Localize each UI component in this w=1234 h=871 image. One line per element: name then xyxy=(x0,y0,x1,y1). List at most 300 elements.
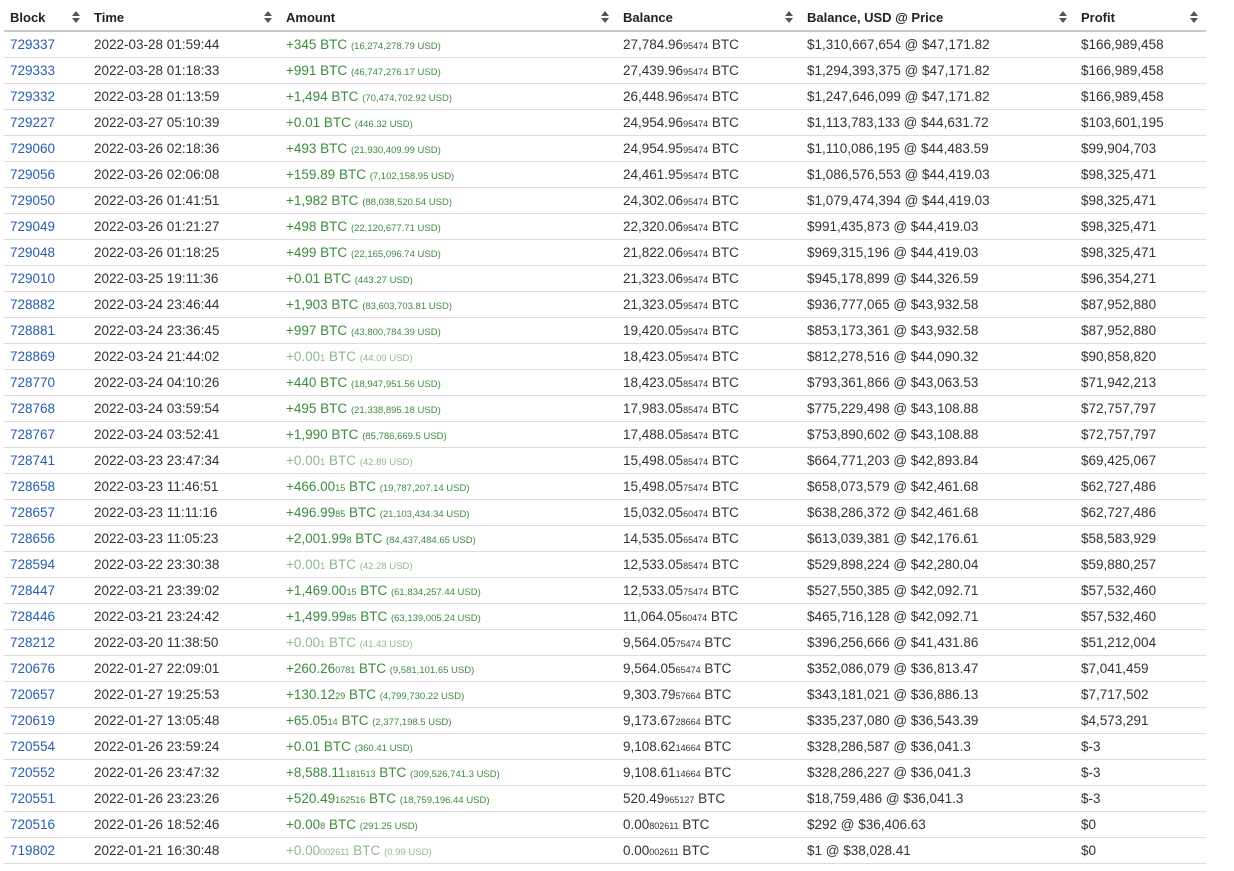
profit-cell: $99,904,703 xyxy=(1075,136,1206,162)
balance-unit: BTC xyxy=(678,843,710,858)
time-cell: 2022-01-27 22:09:01 xyxy=(88,656,280,682)
block-link[interactable]: 720554 xyxy=(10,739,56,754)
amount-cell xyxy=(280,760,617,786)
amount-small-digits: 8 xyxy=(346,535,352,545)
sort-icon[interactable] xyxy=(785,11,793,23)
table-row xyxy=(4,786,1206,812)
block-cell xyxy=(4,526,88,552)
block-link[interactable]: 728656 xyxy=(10,531,56,546)
balance-unit: BTC xyxy=(707,609,738,624)
block-link[interactable]: 728594 xyxy=(10,557,56,572)
amount-usd: (41.43 USD) xyxy=(359,639,413,650)
amount-usd: (63,139,005.24 USD) xyxy=(390,613,481,624)
column-header-block[interactable] xyxy=(4,4,88,31)
balance-usd-cell: $1,079,474,394 @ $44,419.03 xyxy=(801,188,1075,214)
balance-unit: BTC xyxy=(694,791,726,806)
balance-cell xyxy=(617,162,801,188)
balance-cell xyxy=(617,344,801,370)
block-link[interactable]: 728446 xyxy=(10,609,56,624)
table-row xyxy=(4,474,1206,500)
amount-usd: (19,787,207.14 USD) xyxy=(379,483,470,494)
balance-main: 17,488.05 xyxy=(623,427,684,442)
table-row xyxy=(4,162,1206,188)
block-link[interactable]: 729333 xyxy=(10,63,56,78)
balance-small-digits: 65474 xyxy=(683,535,709,545)
balance-small-digits: 802611 xyxy=(649,821,679,831)
balance-unit: BTC xyxy=(700,661,732,676)
amount-cell xyxy=(280,656,617,682)
balance-cell xyxy=(617,31,801,58)
time-cell: 2022-03-24 23:36:45 xyxy=(88,318,280,344)
block-link[interactable]: 720551 xyxy=(10,791,56,806)
amount-usd: (44.09 USD) xyxy=(359,353,413,364)
block-cell xyxy=(4,448,88,474)
table-body xyxy=(4,31,1206,864)
block-link[interactable]: 729010 xyxy=(10,271,56,286)
amount-unit: BTC xyxy=(356,583,388,598)
balance-unit: BTC xyxy=(708,453,739,468)
balance-usd-cell: $853,173,361 @ $43,932.58 xyxy=(801,318,1075,344)
balance-small-digits: 85474 xyxy=(683,457,709,467)
balance-unit: BTC xyxy=(708,479,739,494)
amount-unit: BTC xyxy=(325,453,356,468)
amount-cell xyxy=(280,682,617,708)
block-link[interactable]: 720552 xyxy=(10,765,56,780)
amount-main: +499 xyxy=(286,245,317,260)
balance-cell xyxy=(617,318,801,344)
balance-small-digits: 95474 xyxy=(683,93,709,103)
block-link[interactable]: 720676 xyxy=(10,661,56,676)
balance-cell xyxy=(617,136,801,162)
balance-unit: BTC xyxy=(708,167,739,182)
amount-unit: BTC xyxy=(365,791,396,806)
amount-cell xyxy=(280,604,617,630)
balance-cell xyxy=(617,812,801,838)
balance-usd-cell: $936,777,065 @ $43,932.58 xyxy=(801,292,1075,318)
amount-main: +493 xyxy=(286,141,317,156)
balance-cell xyxy=(617,708,801,734)
balance-main: 9,173.67 xyxy=(623,713,676,728)
time-cell: 2022-03-22 23:30:38 xyxy=(88,552,280,578)
amount-unit: BTC xyxy=(316,37,348,52)
amount-cell xyxy=(280,734,617,760)
time-cell: 2022-03-26 02:18:36 xyxy=(88,136,280,162)
column-header-profit[interactable] xyxy=(1075,4,1206,31)
block-cell xyxy=(4,708,88,734)
balance-small-digits: 95474 xyxy=(683,119,709,129)
balance-main: 24,954.96 xyxy=(623,115,684,130)
amount-value xyxy=(286,115,413,130)
amount-main: +1,469.00 xyxy=(286,583,347,598)
block-link[interactable]: 728447 xyxy=(10,583,56,598)
block-cell xyxy=(4,344,88,370)
amount-usd: (9,581,101.65 USD) xyxy=(389,665,475,676)
balance-small-digits: 75474 xyxy=(675,639,701,649)
amount-main: +1,494 xyxy=(286,89,328,104)
amount-cell xyxy=(280,630,617,656)
balance-usd-cell: $969,315,196 @ $44,419.03 xyxy=(801,240,1075,266)
amount-value xyxy=(286,609,481,624)
table-row xyxy=(4,708,1206,734)
balance-unit: BTC xyxy=(708,557,739,572)
amount-unit: BTC xyxy=(316,219,348,234)
block-link[interactable]: 728657 xyxy=(10,505,56,520)
column-header-balance[interactable] xyxy=(617,4,801,31)
time-cell: 2022-01-26 23:59:24 xyxy=(88,734,280,760)
balance-main: 18,423.05 xyxy=(623,349,684,364)
amount-usd: (70,474,702.92 USD) xyxy=(362,93,452,104)
amount-unit: BTC xyxy=(316,63,348,78)
amount-usd: (18,947,951.56 USD) xyxy=(350,379,441,390)
balance-usd-cell: $775,229,498 @ $43,108.88 xyxy=(801,396,1075,422)
profit-cell: $69,425,067 xyxy=(1075,448,1206,474)
balance-unit: BTC xyxy=(708,63,739,78)
block-link[interactable]: 729227 xyxy=(10,115,56,130)
balance-usd-cell: $18,759,486 @ $36,041.3 xyxy=(801,786,1075,812)
amount-value xyxy=(286,557,413,572)
balance-cell xyxy=(617,84,801,110)
block-cell xyxy=(4,838,88,864)
amount-cell xyxy=(280,58,617,84)
amount-unit: BTC xyxy=(351,531,383,546)
amount-main: +1,499.99 xyxy=(286,609,347,624)
block-cell xyxy=(4,682,88,708)
amount-main: +0.00 xyxy=(286,349,321,364)
amount-cell xyxy=(280,266,617,292)
balance-usd-cell: $658,073,579 @ $42,461.68 xyxy=(801,474,1075,500)
balance-unit: BTC xyxy=(708,115,739,130)
column-header-balance-usd[interactable] xyxy=(801,4,1075,31)
amount-main: +1,990 xyxy=(286,427,328,442)
amount-usd: (83,603,703.81 USD) xyxy=(362,301,452,312)
amount-unit: BTC xyxy=(349,843,381,858)
balance-main: 9,108.61 xyxy=(623,765,676,780)
balance-main: 11,064.05 xyxy=(623,609,683,624)
balance-cell xyxy=(617,656,801,682)
amount-unit: BTC xyxy=(345,505,376,520)
amount-usd: (4,799,730.22 USD) xyxy=(379,691,465,702)
amount-main: +0.01 xyxy=(286,739,321,754)
amount-usd: (21,103,434.34 USD) xyxy=(379,509,470,520)
balance-usd-cell: $613,039,381 @ $42,176.61 xyxy=(801,526,1075,552)
time-cell: 2022-03-26 02:06:08 xyxy=(88,162,280,188)
profit-cell: $98,325,471 xyxy=(1075,214,1206,240)
amount-value xyxy=(286,167,454,182)
balance-usd-cell: $945,178,899 @ $44,326.59 xyxy=(801,266,1075,292)
sort-icon[interactable] xyxy=(264,11,272,23)
amount-unit: BTC xyxy=(356,609,388,624)
block-link[interactable]: 729049 xyxy=(10,219,56,234)
profit-cell: $166,989,458 xyxy=(1075,31,1206,58)
balance-main: 24,302.06 xyxy=(623,193,684,208)
time-cell: 2022-03-24 03:52:41 xyxy=(88,422,280,448)
time-cell: 2022-03-26 01:41:51 xyxy=(88,188,280,214)
block-link[interactable]: 728882 xyxy=(10,297,56,312)
table-row xyxy=(4,292,1206,318)
sort-icon[interactable] xyxy=(601,11,609,23)
balance-cell xyxy=(617,578,801,604)
block-link[interactable]: 719802 xyxy=(10,843,56,858)
amount-value xyxy=(286,635,413,650)
transactions-table-wrapper xyxy=(4,4,1206,864)
amount-main: +520.49 xyxy=(286,791,336,806)
amount-usd: (21,930,409.99 USD) xyxy=(350,145,441,156)
column-header-amount[interactable] xyxy=(280,4,617,31)
table-header-row xyxy=(4,4,1206,31)
time-cell: 2022-03-27 05:10:39 xyxy=(88,110,280,136)
block-link[interactable]: 729060 xyxy=(10,141,56,156)
amount-usd: (84,437,484.65 USD) xyxy=(385,535,476,546)
amount-value xyxy=(286,583,481,598)
balance-cell xyxy=(617,188,801,214)
balance-usd-cell: $335,237,080 @ $36,543.39 xyxy=(801,708,1075,734)
amount-value xyxy=(286,713,451,728)
balance-cell xyxy=(617,422,801,448)
block-link[interactable]: 729056 xyxy=(10,167,56,182)
block-link[interactable]: 729332 xyxy=(10,89,56,104)
time-cell: 2022-03-24 04:10:26 xyxy=(88,370,280,396)
profit-cell: $4,573,291 xyxy=(1075,708,1206,734)
block-cell xyxy=(4,136,88,162)
amount-cell xyxy=(280,708,617,734)
balance-main: 21,323.06 xyxy=(623,271,684,286)
balance-main: 520.49 xyxy=(623,791,665,806)
profit-cell: $-3 xyxy=(1075,786,1206,812)
block-cell xyxy=(4,500,88,526)
balance-cell xyxy=(617,58,801,84)
amount-cell xyxy=(280,474,617,500)
profit-cell: $7,717,502 xyxy=(1075,682,1206,708)
profit-cell: $59,880,257 xyxy=(1075,552,1206,578)
profit-cell: $166,989,458 xyxy=(1075,84,1206,110)
column-header-label: Block xyxy=(10,9,46,25)
balance-cell xyxy=(617,396,801,422)
time-cell: 2022-03-24 21:44:02 xyxy=(88,344,280,370)
time-cell: 2022-03-23 11:05:23 xyxy=(88,526,280,552)
amount-main: +0.00 xyxy=(286,557,321,572)
balance-main: 19,420.05 xyxy=(623,323,684,338)
block-link[interactable]: 728741 xyxy=(10,453,56,468)
amount-unit: BTC xyxy=(325,557,356,572)
amount-usd: (7,102,158.95 USD) xyxy=(369,171,455,182)
balance-unit: BTC xyxy=(708,375,739,390)
amount-cell xyxy=(280,552,617,578)
time-cell: 2022-03-28 01:18:33 xyxy=(88,58,280,84)
amount-value xyxy=(286,791,490,806)
amount-value xyxy=(286,453,413,468)
balance-usd-cell: $292 @ $36,406.63 xyxy=(801,812,1075,838)
balance-cell xyxy=(617,838,801,864)
table-row xyxy=(4,812,1206,838)
amount-cell xyxy=(280,214,617,240)
time-cell: 2022-03-20 11:38:50 xyxy=(88,630,280,656)
block-link[interactable]: 729050 xyxy=(10,193,56,208)
balance-unit: BTC xyxy=(708,505,739,520)
profit-cell: $62,727,486 xyxy=(1075,500,1206,526)
amount-main: +260.26 xyxy=(286,661,336,676)
balance-main: 24,954.95 xyxy=(623,141,684,156)
time-cell: 2022-01-27 13:05:48 xyxy=(88,708,280,734)
profit-cell: $57,532,460 xyxy=(1075,578,1206,604)
balance-small-digits: 60474 xyxy=(683,509,709,519)
amount-usd: (16,274,278.79 USD) xyxy=(350,41,441,52)
balance-usd-cell: $343,181,021 @ $36,886.13 xyxy=(801,682,1075,708)
table-row xyxy=(4,110,1206,136)
balance-main: 27,439.96 xyxy=(623,63,684,78)
block-cell xyxy=(4,84,88,110)
balance-small-digits: 85474 xyxy=(683,561,709,571)
block-link[interactable]: 720657 xyxy=(10,687,56,702)
block-cell xyxy=(4,630,88,656)
block-link[interactable]: 728767 xyxy=(10,427,56,442)
time-cell: 2022-01-26 18:52:46 xyxy=(88,812,280,838)
balance-unit: BTC xyxy=(708,141,739,156)
amount-usd: (21,338,895.18 USD) xyxy=(350,405,441,416)
amount-value xyxy=(286,479,470,494)
amount-unit: BTC xyxy=(325,635,356,650)
amount-cell xyxy=(280,84,617,110)
block-link[interactable]: 728770 xyxy=(10,375,56,390)
block-link[interactable]: 720619 xyxy=(10,713,56,728)
balance-unit: BTC xyxy=(700,765,732,780)
profit-cell: $62,727,486 xyxy=(1075,474,1206,500)
amount-usd: (22,165,096.74 USD) xyxy=(350,249,441,260)
profit-cell: $98,325,471 xyxy=(1075,162,1206,188)
balance-cell xyxy=(617,370,801,396)
balance-cell xyxy=(617,266,801,292)
block-link[interactable]: 729048 xyxy=(10,245,56,260)
block-cell xyxy=(4,396,88,422)
amount-cell xyxy=(280,188,617,214)
amount-usd: (43,800,784.39 USD) xyxy=(350,327,441,338)
amount-main: +2,001.99 xyxy=(286,531,347,546)
amount-main: +0.01 xyxy=(286,271,321,286)
time-cell: 2022-03-21 23:24:42 xyxy=(88,604,280,630)
amount-cell xyxy=(280,318,617,344)
amount-usd: (85,786,669.5 USD) xyxy=(362,431,447,442)
profit-cell: $87,952,880 xyxy=(1075,318,1206,344)
profit-cell: $-3 xyxy=(1075,734,1206,760)
table-row xyxy=(4,422,1206,448)
amount-value xyxy=(286,505,470,520)
block-cell xyxy=(4,266,88,292)
balance-usd-cell: $328,286,587 @ $36,041.3 xyxy=(801,734,1075,760)
amount-unit: BTC xyxy=(316,323,348,338)
table-row xyxy=(4,136,1206,162)
amount-value xyxy=(286,297,452,312)
amount-unit: BTC xyxy=(335,167,366,182)
amount-value xyxy=(286,401,441,416)
balance-usd-cell: $529,898,224 @ $42,280.04 xyxy=(801,552,1075,578)
table-row xyxy=(4,630,1206,656)
balance-usd-cell: $1 @ $38,028.41 xyxy=(801,838,1075,864)
amount-usd: (291.25 USD) xyxy=(359,821,418,832)
block-link[interactable]: 720516 xyxy=(10,817,56,832)
balance-main: 12,533.05 xyxy=(623,583,684,598)
block-link[interactable]: 728881 xyxy=(10,323,56,338)
balance-main: 12,533.05 xyxy=(623,557,684,572)
block-link[interactable]: 728658 xyxy=(10,479,56,494)
amount-unit: BTC xyxy=(316,401,348,416)
profit-cell: $90,858,820 xyxy=(1075,344,1206,370)
balance-small-digits: 95474 xyxy=(683,145,709,155)
amount-value xyxy=(286,427,447,442)
column-header-time[interactable] xyxy=(88,4,280,31)
amount-value xyxy=(286,843,432,858)
profit-cell: $87,952,880 xyxy=(1075,292,1206,318)
table-row xyxy=(4,500,1206,526)
block-link[interactable]: 728869 xyxy=(10,349,56,364)
amount-cell xyxy=(280,812,617,838)
amount-cell xyxy=(280,838,617,864)
amount-unit: BTC xyxy=(345,479,376,494)
amount-small-digits: 1 xyxy=(320,457,326,467)
balance-small-digits: 75474 xyxy=(683,483,709,493)
sort-icon[interactable] xyxy=(72,11,80,23)
table-row xyxy=(4,84,1206,110)
sort-icon[interactable] xyxy=(1190,11,1198,23)
balance-small-digits: 95474 xyxy=(683,249,709,259)
block-cell xyxy=(4,292,88,318)
amount-usd: (309,526,741.3 USD) xyxy=(410,769,500,780)
balance-main: 27,784.96 xyxy=(623,37,684,52)
balance-unit: BTC xyxy=(708,531,739,546)
time-cell: 2022-01-26 23:47:32 xyxy=(88,760,280,786)
profit-cell: $72,757,797 xyxy=(1075,422,1206,448)
balance-small-digits: 95474 xyxy=(683,223,709,233)
amount-small-digits: 002611 xyxy=(320,847,350,857)
balance-unit: BTC xyxy=(708,583,739,598)
block-cell xyxy=(4,474,88,500)
amount-usd: (42.28 USD) xyxy=(359,561,413,572)
amount-unit: BTC xyxy=(320,115,351,130)
block-cell xyxy=(4,552,88,578)
profit-cell: $0 xyxy=(1075,812,1206,838)
amount-unit: BTC xyxy=(337,713,369,728)
balance-usd-cell: $1,294,393,375 @ $47,171.82 xyxy=(801,58,1075,84)
amount-usd: (46,747,276.17 USD) xyxy=(350,67,441,78)
balance-small-digits: 85474 xyxy=(683,379,709,389)
block-link[interactable]: 729337 xyxy=(10,37,56,52)
amount-main: +159.89 xyxy=(286,167,336,182)
time-cell: 2022-03-25 19:11:36 xyxy=(88,266,280,292)
table-row xyxy=(4,578,1206,604)
table-row xyxy=(4,318,1206,344)
balance-main: 21,323.05 xyxy=(623,297,684,312)
amount-cell xyxy=(280,786,617,812)
amount-value xyxy=(286,37,441,52)
amount-main: +496.99 xyxy=(286,505,336,520)
balance-usd-cell: $1,113,783,133 @ $44,631.72 xyxy=(801,110,1075,136)
profit-cell: $58,583,929 xyxy=(1075,526,1206,552)
balance-main: 24,461.95 xyxy=(623,167,684,182)
balance-unit: BTC xyxy=(708,427,739,442)
balance-small-digits: 95474 xyxy=(683,275,709,285)
balance-usd-cell: $664,771,203 @ $42,893.84 xyxy=(801,448,1075,474)
block-link[interactable]: 728768 xyxy=(10,401,56,416)
balance-usd-cell: $793,361,866 @ $43,063.53 xyxy=(801,370,1075,396)
table-row xyxy=(4,31,1206,58)
time-cell: 2022-03-24 03:59:54 xyxy=(88,396,280,422)
amount-unit: BTC xyxy=(316,245,348,260)
profit-cell: $103,601,195 xyxy=(1075,110,1206,136)
amount-small-digits: 15 xyxy=(346,587,357,597)
sort-icon[interactable] xyxy=(1059,11,1067,23)
balance-usd-cell: $1,310,667,654 @ $47,171.82 xyxy=(801,31,1075,58)
balance-usd-cell: $812,278,516 @ $44,090.32 xyxy=(801,344,1075,370)
block-link[interactable]: 728212 xyxy=(10,635,56,650)
amount-main: +130.12 xyxy=(286,687,336,702)
